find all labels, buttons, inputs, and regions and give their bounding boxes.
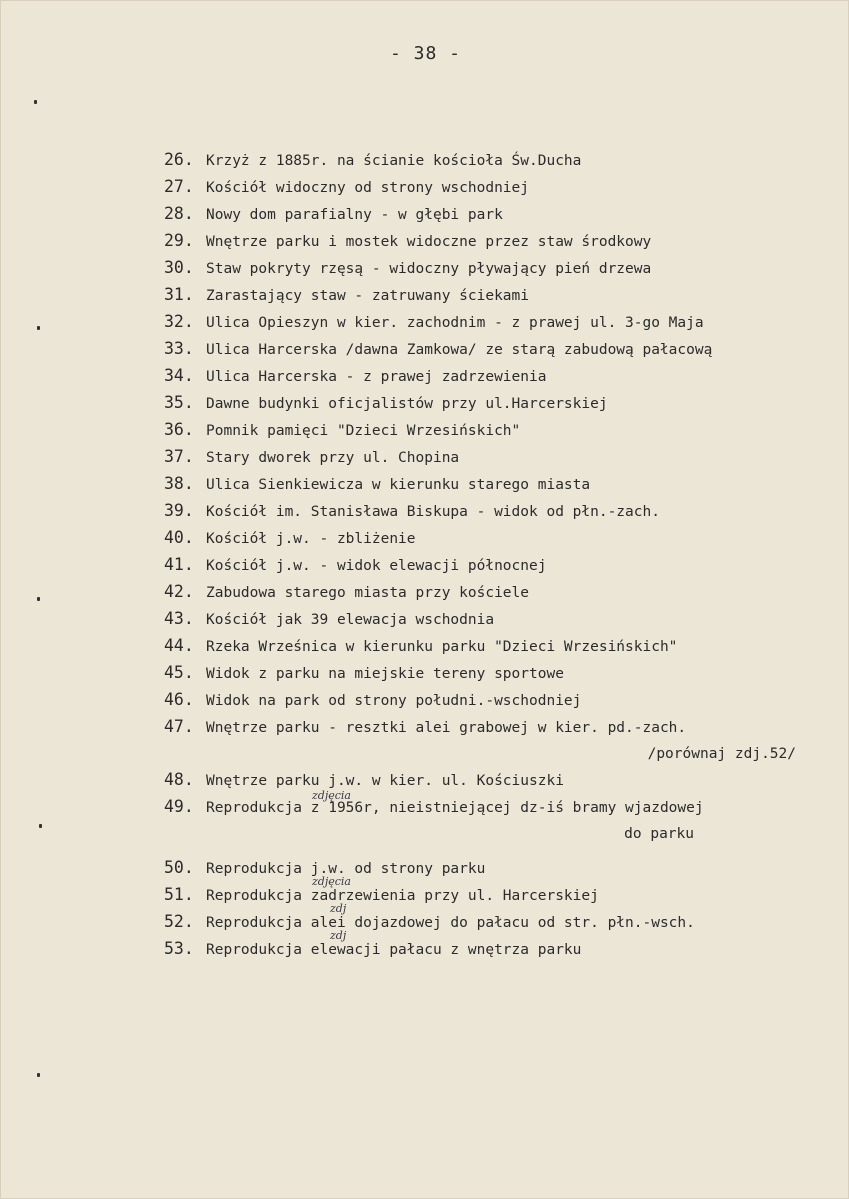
item-text: Dawne budynki oficjalistów przy ul.Harcerskiej: [206, 396, 608, 412]
item-text: Widok z parku na miejskie tereny sportowe: [206, 666, 564, 682]
list-item: [164, 552, 844, 579]
item-text: Wnętrze parku j.w. w kier. ul. Kościuszki: [206, 773, 564, 789]
item-text: Reprodukcja z 1956r, nieistniejącej dz-iś bramy wjazdowej: [206, 800, 704, 816]
margin-mark: [37, 326, 40, 330]
item-text: Wnętrze parku i mostek widoczne przez staw środkowy: [206, 234, 652, 250]
list-item: [164, 363, 844, 390]
list-item: [164, 875, 844, 909]
item-number: 27.: [164, 177, 194, 196]
list-item: [164, 255, 844, 282]
list-item: [164, 855, 844, 882]
item-number: 38.: [164, 474, 194, 493]
item-number: 28.: [164, 204, 194, 223]
photo-list: [164, 147, 844, 963]
item-number: 33.: [164, 339, 194, 358]
list-item: [164, 789, 844, 821]
list-item: [164, 174, 844, 201]
margin-mark: [34, 100, 37, 104]
item-number: 50.: [164, 858, 194, 877]
item-text: Ulica Opieszyn w kier. zachodnim - z prawej ul. 3-go Maja: [206, 315, 704, 331]
margin-mark: [37, 1073, 40, 1077]
list-item: [164, 525, 844, 552]
item-number: 34.: [164, 366, 194, 385]
item-number: 44.: [164, 636, 194, 655]
item-number: 41.: [164, 555, 194, 574]
list-item: [164, 336, 844, 363]
item-continuation: do parku: [624, 826, 694, 842]
list-item: [164, 147, 844, 174]
item-text: Widok na park od strony południ.-wschodniej: [206, 693, 582, 709]
item-text: Kościół jak 39 elewacja wschodnia: [206, 612, 495, 628]
item-number: 46.: [164, 690, 194, 709]
item-number: 49.: [164, 797, 194, 816]
item-text: Krzyż z 1885r. na ścianie kościoła Św.Ducha: [206, 153, 582, 169]
list-item: [164, 390, 844, 417]
item-text: Wnętrze parku - resztki alei grabowej w kier. pd.-zach.: [206, 720, 687, 736]
item-number: 52.: [164, 912, 194, 931]
item-text: Ulica Harcerska /dawna Zamkowa/ ze starą zabudową pałacową: [206, 342, 713, 358]
item-number: 32.: [164, 312, 194, 331]
item-text: Ulica Sienkiewicza w kierunku starego miasta: [206, 477, 591, 493]
item-number: 48.: [164, 770, 194, 789]
item-text: Kościół im. Stanisława Biskupa - widok od płn.-zach.: [206, 504, 660, 520]
item-text: Zabudowa starego miasta przy kościele: [206, 585, 530, 601]
item-text: Reprodukcja alei dojazdowej do pałacu od str. płn.-wsch.: [206, 915, 695, 931]
item-number: 37.: [164, 447, 194, 466]
item-number: 36.: [164, 420, 194, 439]
item-text: Reprodukcja zadrzewienia przy ul. Harcerskiej: [206, 888, 599, 904]
item-number: 31.: [164, 285, 194, 304]
list-item: [164, 687, 844, 714]
item-number: 43.: [164, 609, 194, 628]
item-number: 53.: [164, 939, 194, 958]
list-item: [164, 633, 844, 660]
list-item: [164, 660, 844, 687]
handwritten-annotation: zdjęcia: [312, 875, 351, 888]
list-item: [164, 498, 844, 525]
item-number: 29.: [164, 231, 194, 250]
list-item: [164, 444, 844, 471]
list-item: [164, 471, 844, 498]
item-number: 47.: [164, 717, 194, 736]
item-text: Reprodukcja j.w. od strony parku: [206, 861, 486, 877]
item-text: Stary dworek przy ul. Chopina: [206, 450, 460, 466]
list-item: [164, 606, 844, 633]
list-item: [164, 417, 844, 444]
spacer: [164, 847, 844, 855]
item-continuation: /porównaj zdj.52/: [647, 746, 796, 762]
page-number: - 38 -: [389, 43, 462, 64]
handwritten-annotation: zdj: [330, 929, 347, 942]
handwritten-annotation: zdj: [330, 902, 347, 915]
margin-mark: [39, 824, 42, 828]
list-item: [164, 228, 844, 255]
item-number: 26.: [164, 150, 194, 169]
list-item: [164, 902, 844, 936]
item-text: Pomnik pamięci "Dzieci Wrzesińskich": [206, 423, 521, 439]
list-item: [164, 201, 844, 228]
item-text: Staw pokryty rzęsą - widoczny pływający pień drzewa: [206, 261, 652, 277]
item-text: Rzeka Wrześnica w kierunku parku "Dzieci Wrzesińskich": [206, 639, 678, 655]
item-text: Reprodukcja elewacji pałacu z wnętrza parku: [206, 942, 582, 958]
list-item: [164, 767, 844, 794]
item-number: 51.: [164, 885, 194, 904]
margin-mark: [37, 597, 40, 601]
list-item: [164, 929, 844, 963]
list-item: [164, 309, 844, 336]
list-item: [164, 714, 844, 741]
item-number: 30.: [164, 258, 194, 277]
item-number: 35.: [164, 393, 194, 412]
item-number: 40.: [164, 528, 194, 547]
handwritten-annotation: zdjęcia: [312, 789, 351, 802]
list-item: [164, 282, 844, 309]
item-text: Kościół widoczny od strony wschodniej: [206, 180, 530, 196]
item-text: Kościół j.w. - zbliżenie: [206, 531, 416, 547]
list-item: [164, 579, 844, 606]
item-number: 39.: [164, 501, 194, 520]
item-number: 45.: [164, 663, 194, 682]
item-number: 42.: [164, 582, 194, 601]
item-text: Kościół j.w. - widok elewacji północnej: [206, 558, 547, 574]
item-text: Ulica Harcerska - z prawej zadrzewienia: [206, 369, 547, 385]
item-text: Zarastający staw - zatruwany ściekami: [206, 288, 530, 304]
item-text: Nowy dom parafialny - w głębi park: [206, 207, 503, 223]
